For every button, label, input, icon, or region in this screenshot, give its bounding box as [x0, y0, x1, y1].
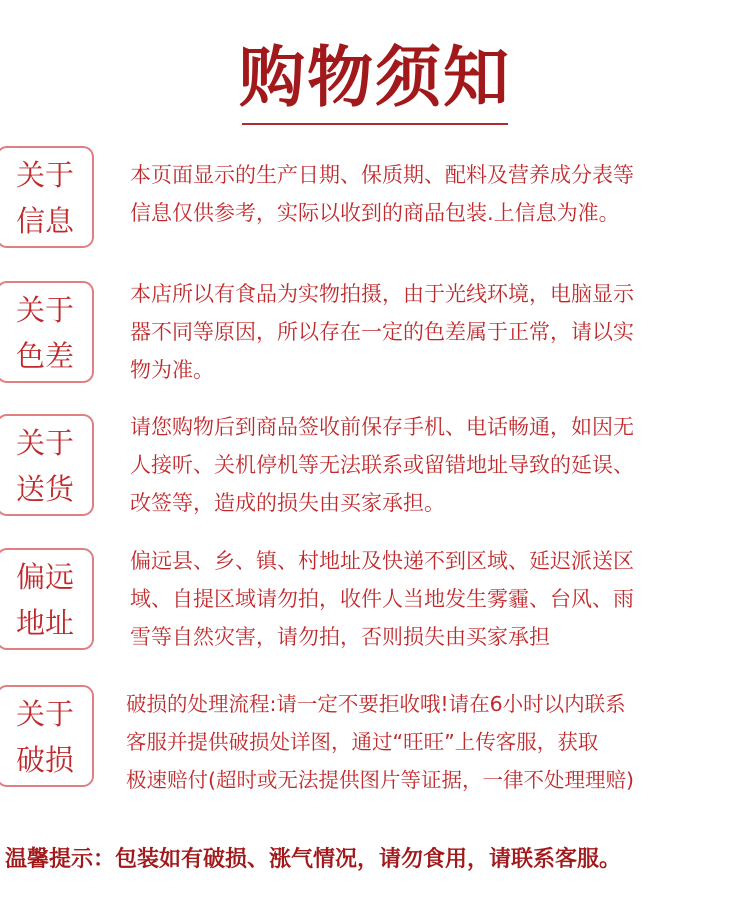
tag-line-1: 偏远 — [15, 560, 74, 594]
section-text: 偏远县、乡、镇、村地址及快递不到区域、延迟派送区 域、自提区域请勿拍，收件人当地发生雾霾、台风、雨 雪等自然灾害，请勿拍，否则损失由买家承担 — [130, 549, 634, 649]
tag-line-1: 关于 — [15, 697, 74, 731]
section-text: 本店所以有食品为实物拍摄，由于光线环境，电脑显示 器不同等原因，所以存在一定的色差属于正常，请以实 物为准。 — [130, 282, 634, 382]
tag-line-2: 色差 — [15, 339, 74, 373]
section-text: 本页面显示的生产日期、保质期、配料及营养成分表等 信息仅供参考，实际以收到的商品包装.上信息为准。 — [130, 163, 634, 225]
section-tag — [0, 414, 94, 516]
section-tag — [0, 281, 94, 383]
page-title: 购物须知 — [239, 39, 511, 116]
tag-line-1: 关于 — [15, 158, 74, 192]
tag-line-1: 关于 — [15, 426, 74, 460]
footer-tip: 温馨提示：包装如有破损、涨气情况，请勿食用，请联系客服。 — [5, 847, 622, 872]
section-text: 破损的处理流程:请一定不要拒收哦!请在6小时以内联系 客服并提供破损处详图，通过“旺旺”上传客服，获取 极速赔付(超时或无法提供图片等证据，一律不处理理赔) — [126, 692, 634, 792]
tag-line-2: 地址 — [15, 606, 74, 640]
title-underline — [242, 123, 508, 125]
tag-line-1: 关于 — [15, 293, 74, 327]
tag-line-2: 信息 — [15, 204, 74, 238]
section-tag — [0, 146, 94, 248]
section-tag — [0, 685, 94, 787]
section-tag — [0, 548, 94, 650]
tag-line-2: 送货 — [15, 472, 74, 506]
tag-line-2: 破损 — [15, 743, 74, 777]
section-text: 请您购物后到商品签收前保存手机、电话畅通，如因无 人接听、关机停机等无法联系或留错地址导致的延误、 改签等，造成的损失由买家承担。 — [130, 415, 634, 515]
